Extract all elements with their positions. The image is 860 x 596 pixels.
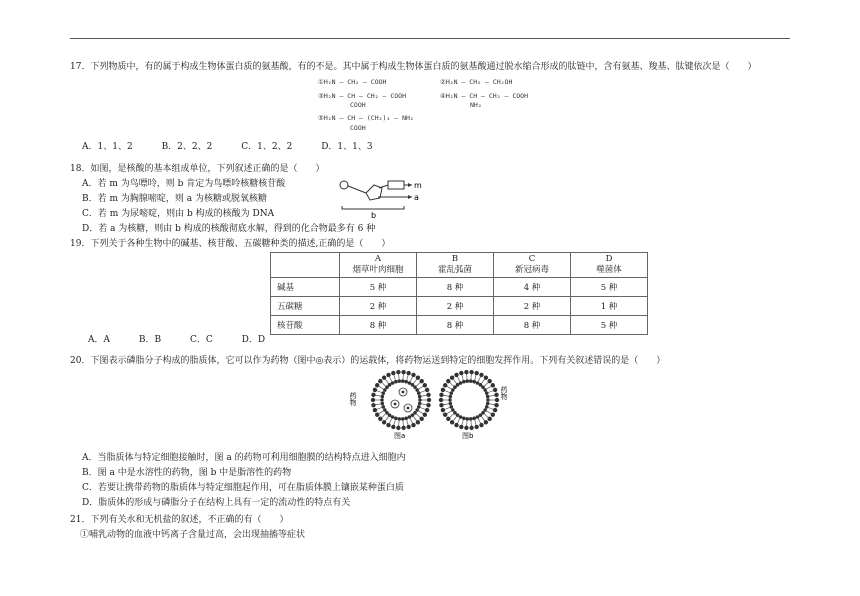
phospholipid-head	[391, 425, 395, 429]
phospholipid-tail	[407, 375, 408, 380]
phospholipid-head	[386, 373, 390, 377]
phospholipid-tail	[490, 404, 495, 405]
phospholipid-tail	[375, 404, 380, 405]
q19-table	[270, 252, 648, 335]
phospholipid-tail	[485, 414, 489, 417]
phosphate-circle	[340, 181, 348, 189]
drug-molecule	[391, 400, 399, 408]
phospholipid-head	[425, 408, 429, 412]
phospholipid-head	[469, 426, 473, 430]
phospholipid-head	[462, 380, 466, 384]
phospholipid-tail	[417, 382, 421, 385]
phospholipid-head	[476, 381, 480, 385]
q17-option-b[interactable]: B．2、2、2	[161, 142, 213, 152]
phospholipid-head	[476, 415, 480, 419]
label-a: a	[414, 193, 419, 202]
label-fig-a: 图a	[394, 432, 406, 440]
phospholipid-tail	[422, 395, 427, 396]
phospholipid-head	[397, 379, 401, 383]
table-cell: 2 种	[417, 297, 494, 316]
phospholipid-tail	[443, 404, 448, 405]
phospholipid-head	[472, 380, 476, 384]
phospholipid-tail	[453, 417, 456, 421]
phospholipid-head	[439, 393, 443, 397]
phospholipid-head	[380, 398, 384, 402]
phospholipid-tail	[450, 414, 454, 417]
phospholipid-head	[396, 426, 400, 430]
phospholipid-head	[411, 373, 415, 377]
phospholipid-tail	[462, 420, 463, 425]
phospholipid-tail	[453, 379, 456, 383]
phospholipid-head	[406, 425, 410, 429]
pentose-ring	[366, 185, 382, 200]
q21-item-1: ①哺乳动物的血液中钙离子含量过高，会出现抽搐等症状	[80, 530, 306, 540]
liposome-diagram	[345, 370, 515, 442]
phospholipid-tail	[382, 382, 386, 385]
phospholipid-head	[411, 423, 415, 427]
q20-option-c[interactable]: C．若要让携带药物的脂质体与特定细胞起作用，可在脂质体膜上镶嵌某种蛋白质	[82, 483, 404, 493]
phospholipid-head	[486, 398, 490, 402]
phospholipid-head	[493, 388, 497, 392]
phospholipid-head	[426, 393, 430, 397]
phospholipid-head	[396, 370, 400, 374]
phospholipid-head	[373, 388, 377, 392]
phospholipid-head	[427, 398, 431, 402]
table-header-row	[271, 253, 648, 278]
phospholipid-tail	[482, 379, 485, 383]
phospholipid-head	[423, 413, 427, 417]
drug-molecules-a	[391, 388, 412, 412]
phospholipid-tail	[457, 419, 459, 423]
phospholipid-head	[388, 383, 392, 387]
drug-molecule	[404, 404, 412, 412]
phospholipid-head	[486, 395, 490, 399]
phospholipid-tail	[475, 375, 476, 380]
phospholipid-tail	[379, 411, 383, 414]
nucleotide-diagram	[336, 176, 426, 220]
phospholipid-head	[443, 383, 447, 387]
phospholipid-head	[465, 379, 469, 383]
phospholipid-tail	[421, 408, 426, 410]
label-m: m	[414, 181, 422, 190]
phospholipid-tail	[485, 382, 489, 385]
phospholipid-tail	[410, 377, 412, 381]
table-cell: 8 种	[417, 316, 494, 335]
phospholipid-tail	[410, 419, 412, 423]
b-bracket	[342, 206, 404, 209]
phospholipid-head	[418, 395, 422, 399]
phospholipid-tail	[487, 386, 491, 389]
phospholipid-head	[439, 403, 443, 407]
phospholipid-head	[406, 371, 410, 375]
phospholipid-head	[459, 371, 463, 375]
phospholipid-head	[417, 391, 421, 395]
phospholipid-head	[495, 398, 499, 402]
phospholipid-head	[381, 402, 385, 406]
phospholipid-head	[418, 402, 422, 406]
phospholipid-head	[418, 398, 422, 402]
label-drug-right: 药物	[500, 386, 508, 400]
phospholipid-head	[404, 380, 408, 384]
table-row	[271, 297, 648, 316]
formula-1: ①H₂N — CH₂ — COOH	[318, 78, 387, 86]
phospholipid-tail	[478, 419, 480, 423]
phospholipid-head	[408, 415, 412, 419]
phospholipid-head	[454, 373, 458, 377]
q19-option-d[interactable]: D．D	[241, 335, 266, 345]
phospholipid-head	[459, 415, 463, 419]
phospholipid-tail	[457, 377, 459, 381]
phospholipid-tail	[385, 379, 388, 383]
formula-2: ②H₂N — CH₂ — CH₂OH	[440, 78, 513, 86]
phospholipid-head	[449, 405, 453, 409]
phospholipid-head	[401, 370, 405, 374]
q18-option-c[interactable]: C．若 m 为尿嘧啶，则由 b 构成的核酸为 DNA	[82, 209, 275, 219]
phospholipid-tail	[445, 408, 450, 410]
phospholipid-tail	[382, 414, 386, 417]
phospholipid-head	[371, 398, 375, 402]
phospholipid-head	[401, 426, 405, 430]
row-label: 核苷酸	[271, 316, 340, 335]
phospholipid-head	[401, 379, 405, 383]
q17-option-a[interactable]: A．1、1、2	[82, 142, 133, 152]
table-cell: 5 种	[571, 316, 648, 335]
phospholipid-head	[408, 381, 412, 385]
phospholipid-head	[391, 381, 395, 385]
phospholipid-head	[479, 423, 483, 427]
phospholipid-tail	[487, 411, 491, 414]
phospholipid-head	[404, 416, 408, 420]
label-drug-left: 药物	[349, 392, 357, 406]
phospholipid-tail	[450, 382, 454, 385]
formula-4-sub: NH₂	[470, 101, 482, 109]
phospholipid-tail	[414, 417, 417, 421]
table-col-a: A 烟草叶肉细胞	[340, 253, 417, 278]
q17-option-c[interactable]: C．1、2、2	[241, 142, 293, 152]
liposome-a	[371, 370, 431, 430]
liposome-b	[439, 370, 499, 430]
phospholipid-tail	[375, 395, 380, 396]
phospholipid-head	[483, 388, 487, 392]
phospholipid-head	[448, 398, 452, 402]
phospholipid-head	[443, 413, 447, 417]
phospholipid-head	[472, 416, 476, 420]
base-rect	[388, 181, 404, 189]
phospholipid-tail	[478, 377, 480, 381]
phospholipid-head	[469, 379, 473, 383]
phospholipid-head	[449, 395, 453, 399]
phospholipid-tail	[394, 375, 395, 380]
phospholipid-head	[439, 398, 443, 402]
phospholipid-head	[464, 370, 468, 374]
q19-option-b[interactable]: B．B	[138, 335, 162, 345]
m-arrowhead	[408, 183, 412, 187]
phospholipid-head	[425, 388, 429, 392]
phospholipid-head	[485, 405, 489, 409]
phospholipid-head	[474, 371, 478, 375]
phospholipid-head	[371, 403, 375, 407]
phospholipid-head	[464, 426, 468, 430]
phospholipid-head	[486, 402, 490, 406]
table-col-b: B 霍乱弧菌	[417, 253, 494, 278]
q20-option-b[interactable]: B．图 a 中是水溶性的药物，图 b 中是脂溶性的药物	[82, 468, 292, 478]
phospholipid-head	[386, 423, 390, 427]
phospholipid-tail	[447, 386, 451, 389]
phospholipid-head	[375, 383, 379, 387]
table-cell: 8 种	[340, 316, 417, 335]
phospholipid-head	[423, 383, 427, 387]
table-row	[271, 316, 648, 335]
phospholipid-tail	[489, 391, 494, 393]
q18-stem: 18．如图，是核酸的基本组成单位，下列叙述正确的是（ ）	[70, 164, 325, 174]
formula-3: ③H₂N — CH — CH₂ — COOH	[318, 92, 407, 100]
label-fig-b: 图b	[462, 432, 474, 440]
phospholipid-head	[449, 402, 453, 406]
phospholipid-head	[479, 373, 483, 377]
phospholipid-head	[491, 413, 495, 417]
phospholipid-tail	[389, 419, 391, 423]
phospholipid-tail	[489, 408, 494, 410]
table-cell: 5 种	[571, 278, 648, 297]
phospholipid-head	[462, 416, 466, 420]
phospholipid-tail	[385, 417, 388, 421]
phospholipid-head	[454, 423, 458, 427]
phospholipid-head	[493, 408, 497, 412]
phospholipid-tail	[490, 395, 495, 396]
table-cell: 2 种	[494, 297, 571, 316]
phospholipid-tail	[447, 411, 451, 414]
q18-option-d[interactable]: D．若 a 为核糖，则由 b 构成的核酸彻底水解，得到的化合物最多有 6 种	[82, 224, 376, 234]
phospholipid-tail	[394, 420, 395, 425]
phosphate-bond	[348, 186, 366, 193]
table-cell: 8 种	[494, 316, 571, 335]
phospholipid-head	[375, 413, 379, 417]
formula-5: ⑤H₂N — CH — (CH₂)₄ — NH₂	[318, 114, 414, 122]
q18-option-b[interactable]: B．若 m 为胸腺嘧啶，则 a 为核糖或脱氧核糖	[82, 194, 267, 204]
phospholipid-head	[459, 381, 463, 385]
phospholipid-head	[469, 370, 473, 374]
phospholipid-head	[394, 380, 398, 384]
row-label: 五碳糖	[271, 297, 340, 316]
phospholipid-head	[391, 371, 395, 375]
q19-stem: 19．下列关于各种生物中的碱基、核苷酸、五碳糖种类的描述,正确的是（ ）	[70, 239, 391, 249]
table-cell: 2 种	[340, 297, 417, 316]
phospholipid-head	[426, 403, 430, 407]
phospholipid-head	[491, 383, 495, 387]
q17-options	[82, 141, 399, 153]
page-header-rule	[70, 38, 790, 39]
phospholipid-tail	[443, 395, 448, 396]
phospholipid-head	[465, 417, 469, 421]
phospholipid-tail	[475, 420, 476, 425]
formula-5-sub: COOH	[350, 124, 366, 132]
drug-molecule	[399, 388, 407, 396]
q20-option-a[interactable]: A．当脂质体与特定细胞接触时，图 a 的药物可利用细胞膜的结构特点进入细胞内	[82, 453, 406, 463]
table-col-c: C 新冠病毒	[494, 253, 571, 278]
phospholipid-head	[485, 391, 489, 395]
phospholipid-head	[371, 393, 375, 397]
phospholipid-head	[494, 393, 498, 397]
phospholipid-head	[391, 415, 395, 419]
phospholipid-head	[417, 405, 421, 409]
table-cell: 5 种	[340, 278, 417, 297]
phospholipid-tail	[419, 411, 423, 414]
phospholipid-head	[474, 425, 478, 429]
phospholipid-head	[381, 405, 385, 409]
q19-options	[88, 334, 291, 346]
phospholipid-head	[441, 408, 445, 412]
q19-option-c[interactable]: C．C	[189, 335, 213, 345]
phospholipid-head	[449, 391, 453, 395]
a-arrowhead	[408, 195, 412, 199]
phospholipid-head	[394, 416, 398, 420]
phospholipid-head	[459, 425, 463, 429]
q18-option-a[interactable]: A．若 m 为鸟嘌呤，则 b 肯定为鸟嘌呤核糖核苷酸	[82, 179, 286, 189]
q17-stem: 17．下列物质中，有的属于构成生物体蛋白质的氨基酸，有的不是。其中属于构成生物体蛋白质的氨基酸通过脱水缩合形成的肽链中，含有氨基、羧基、肽键依次是（ ）	[70, 62, 757, 72]
formula-4: ④H₂N — CH — CH₂ — COOH	[440, 92, 529, 100]
phospholipid-head	[479, 413, 483, 417]
phospholipid-tail	[377, 408, 382, 410]
table-cell: 1 种	[571, 297, 648, 316]
phospholipid-tail	[389, 377, 391, 381]
phospholipid-head	[451, 408, 455, 412]
q20-stem: 20．下图表示磷脂分子构成的脂质体，它可以作为药物（图中◎表示）的运载体，将药物运送到特定的细胞发挥作用。下列有关叙述错误的是（ ）	[70, 356, 666, 366]
phospholipid-tail	[462, 375, 463, 380]
phospholipid-tail	[482, 417, 485, 421]
phospholipid-head	[381, 395, 385, 399]
table-col-d: D 噬菌体	[571, 253, 648, 278]
phospholipid-tail	[414, 379, 417, 383]
phospholipid-tail	[421, 391, 426, 393]
q19-option-a[interactable]: A．A	[88, 335, 110, 345]
phospholipid-tail	[419, 386, 423, 389]
label-b: b	[371, 211, 377, 220]
formula-3-sub: COOH	[350, 101, 366, 109]
phospholipid-head	[373, 408, 377, 412]
table-row	[271, 278, 648, 297]
phospholipid-tail	[445, 391, 450, 393]
table-corner-cell	[271, 253, 340, 278]
phospholipid-head	[469, 417, 473, 421]
q21-stem: 21．下列有关水和无机盐的叙述，不正确的有（ ）	[70, 515, 289, 525]
phospholipid-head	[401, 417, 405, 421]
phospholipid-tail	[379, 386, 383, 389]
phospholipid-tail	[417, 414, 421, 417]
phospholipid-tail	[422, 404, 427, 405]
phospholipid-head	[494, 403, 498, 407]
table-cell: 4 种	[494, 278, 571, 297]
row-label: 碱基	[271, 278, 340, 297]
phospholipid-head	[415, 388, 419, 392]
phospholipid-head	[441, 388, 445, 392]
phospholipid-tail	[407, 420, 408, 425]
phospholipid-head	[411, 413, 415, 417]
table-cell: 8 种	[417, 278, 494, 297]
q17-option-d[interactable]: D．1、1、3	[321, 142, 373, 152]
phospholipid-head	[381, 391, 385, 395]
phospholipid-head	[456, 383, 460, 387]
phospholipid-tail	[377, 391, 382, 393]
q20-option-d[interactable]: D．脂质体的形成与磷脂分子在结构上具有一定的流动性的特点有关	[82, 498, 351, 508]
base-bond	[379, 185, 388, 188]
phospholipid-head	[397, 417, 401, 421]
phospholipid-head	[383, 408, 387, 412]
